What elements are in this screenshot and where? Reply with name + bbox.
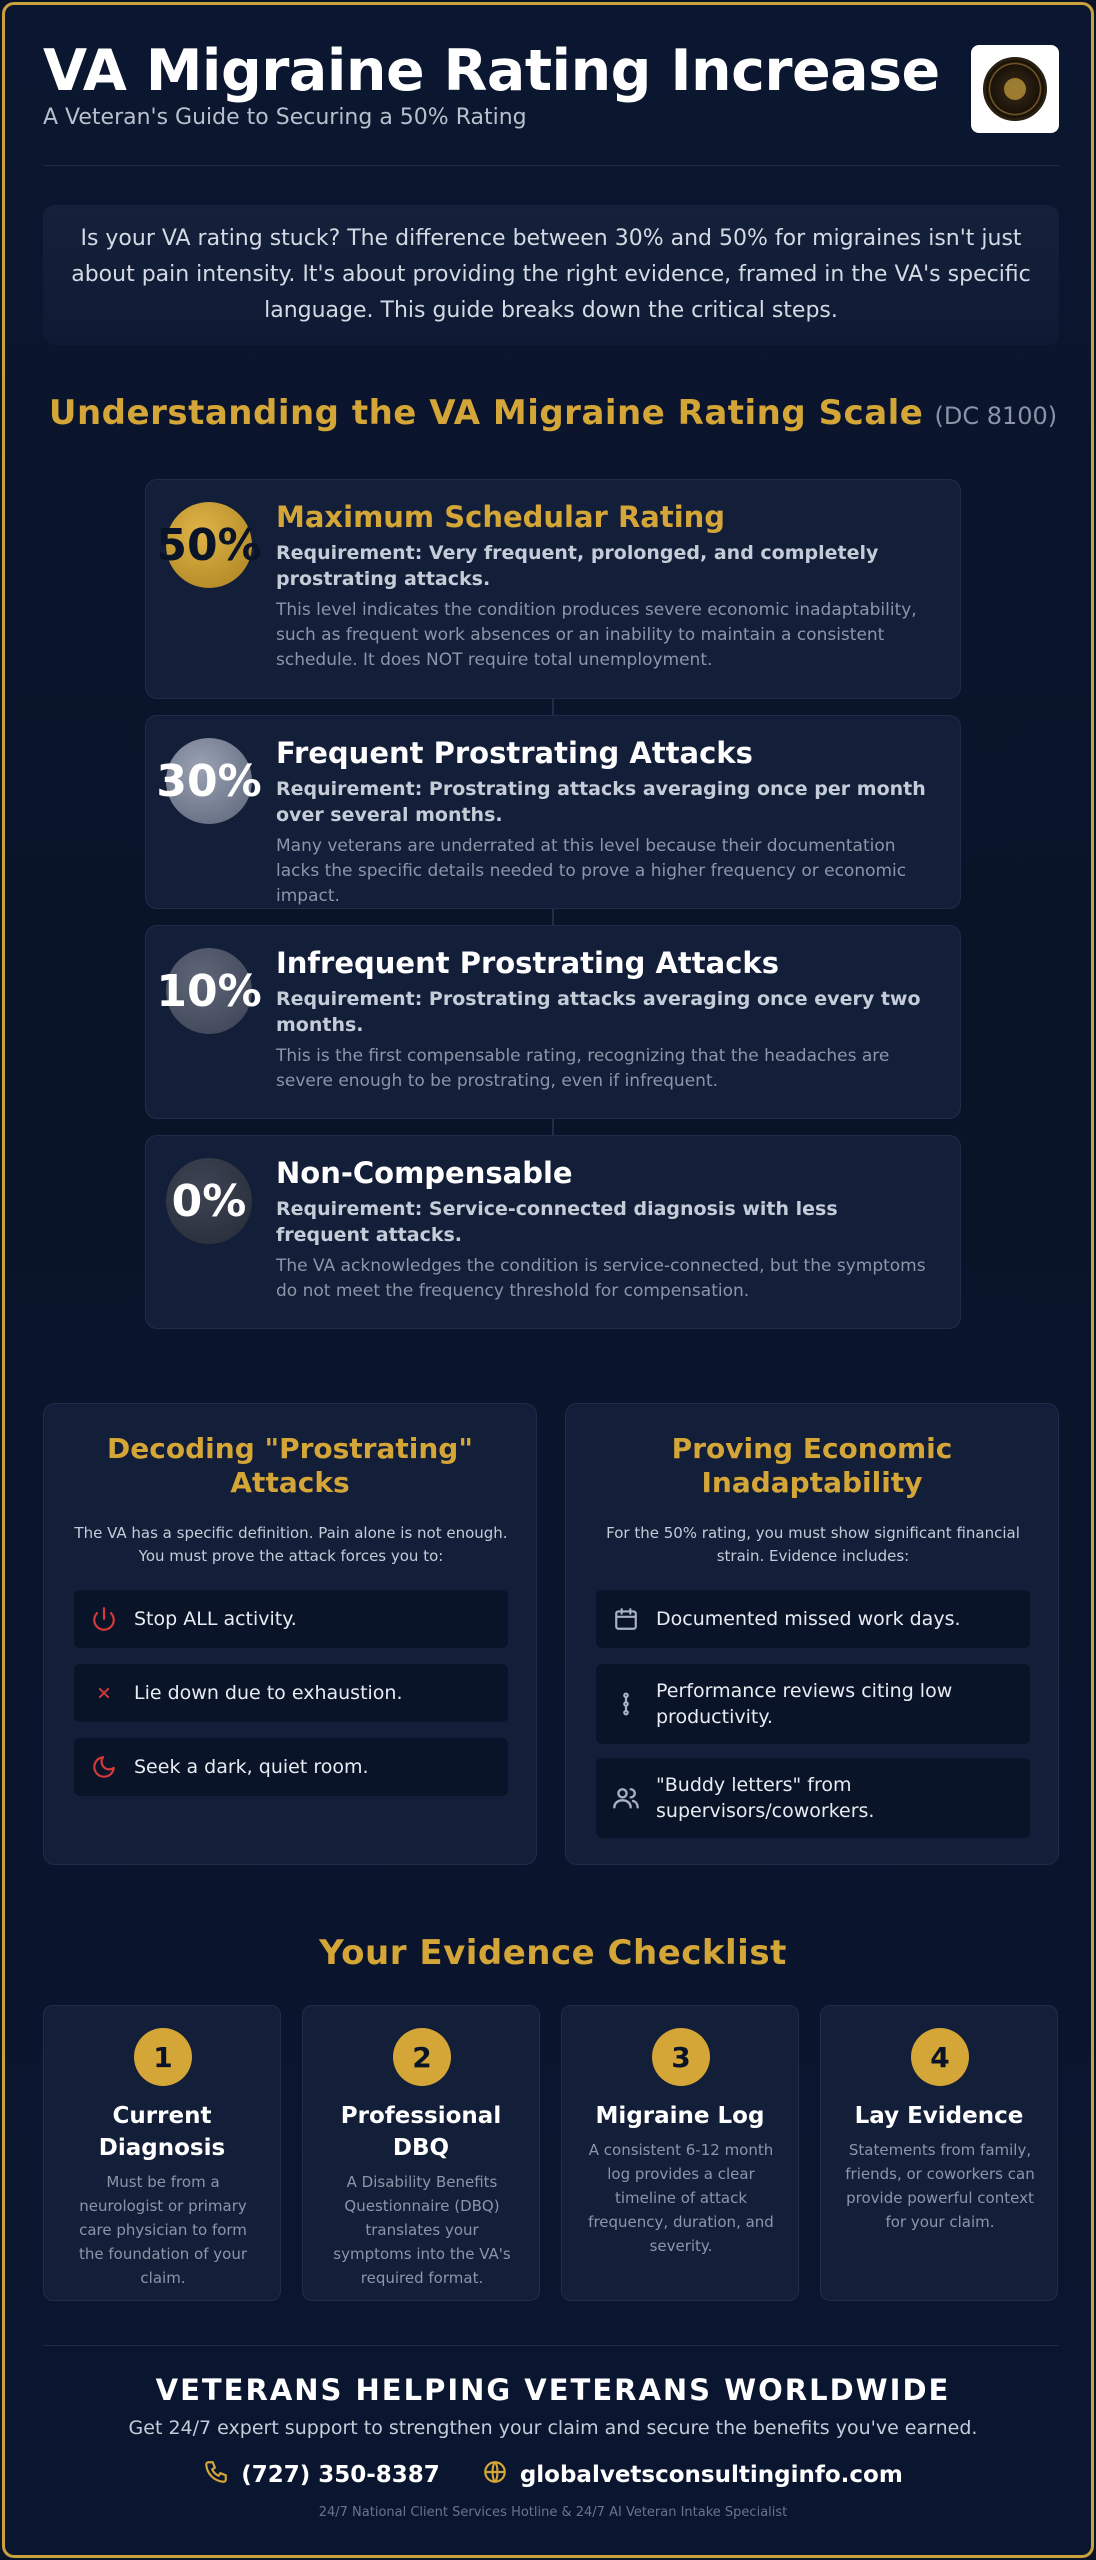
economic-item-text: Documented missed work days. <box>656 1608 961 1630</box>
step-title: Current Diagnosis <box>98 2103 226 2161</box>
tier-title: Frequent Prostrating Attacks <box>276 736 753 770</box>
logo <box>971 45 1059 133</box>
tier-badge: 10% <box>166 948 252 1034</box>
scale-heading-text: Understanding the VA Migraine Rating Scale <box>48 393 924 433</box>
checklist-step-3 <box>561 2005 799 2301</box>
page-frame <box>2 2 1094 2558</box>
step-number: 4 <box>911 2028 969 2086</box>
step-description: A Disability Benefits Questionnaire (DBQ) translates your symptoms into the VA's required format. <box>333 2173 511 2287</box>
tier-description: Many veterans are underrated at this level because their documentation lacks the specific details needed to prove a higher frequency or economic impact. <box>276 836 907 906</box>
economic-item <box>596 1758 1030 1838</box>
tier-connector <box>552 1119 554 1135</box>
economic-item-text: Performance reviews citing low productivity. <box>656 1680 953 1728</box>
checklist-step-4 <box>820 2005 1058 2301</box>
intro-text: Is your VA rating stuck? The difference between 30% and 50% for migraines isn't just about pain intensity. It's about providing the right evidence, framed in the VA's specific language. This guide breaks down the critical steps. <box>43 205 1059 345</box>
page-subtitle: A Veteran's Guide to Securing a 50% Rating <box>43 105 527 130</box>
step-title: Migraine Log <box>595 2103 765 2129</box>
economic-card <box>565 1403 1059 1865</box>
phone-icon <box>203 2459 229 2491</box>
prostrating-item <box>74 1664 508 1722</box>
tier-badge: 30% <box>166 738 252 824</box>
step-title: Lay Evidence <box>854 2103 1024 2129</box>
tier-title: Maximum Schedular Rating <box>276 500 726 534</box>
checklist-step-2 <box>302 2005 540 2301</box>
footer-contact <box>5 2459 1094 2491</box>
tier-card-50 <box>145 479 961 699</box>
website-url: globalvetsconsultinginfo.com <box>519 2462 903 2488</box>
users-icon <box>612 1784 640 1812</box>
step-description: A consistent 6-12 month log provides a clear timeline of attack frequency, duration, and severity. <box>588 2141 774 2255</box>
step-number: 2 <box>393 2028 451 2086</box>
checklist-heading: Your Evidence Checklist <box>319 1933 787 1973</box>
tier-description: The VA acknowledges the condition is service-connected, but the symptoms do not meet the frequency threshold for compensation. <box>276 1256 926 1301</box>
step-number: 1 <box>134 2028 192 2086</box>
x-icon <box>90 1679 118 1707</box>
step-number: 3 <box>652 2028 710 2086</box>
step-description: Must be from a neurologist or primary care physician to form the foundation of your claim. <box>78 2173 248 2287</box>
prostrating-item-text: Seek a dark, quiet room. <box>134 1756 369 1778</box>
header <box>43 39 1059 139</box>
scale-heading <box>5 393 1094 433</box>
tier-connector <box>552 909 554 925</box>
calendar-icon <box>612 1605 640 1633</box>
economic-item <box>596 1664 1030 1744</box>
diagnostic-code: (DC 8100) <box>934 402 1058 430</box>
prostrating-item-text: Lie down due to exhaustion. <box>134 1682 403 1704</box>
tier-requirement: Requirement: Prostrating attacks averaging once per month over several months. <box>276 778 926 826</box>
power-icon <box>90 1605 118 1633</box>
footer-note: 24/7 National Client Services Hotline & 24/7 AI Veteran Intake Specialist <box>318 2505 788 2520</box>
step-description: Statements from family, friends, or coworkers can provide powerful context for your claim. <box>845 2141 1035 2231</box>
phone-number: (727) 350-8387 <box>241 2462 440 2488</box>
tier-description: This is the first compensable rating, recognizing that the headaches are severe enough to be prostrating, even if infrequent. <box>276 1046 890 1091</box>
checklist-step-1 <box>43 2005 281 2301</box>
prostrating-item <box>74 1590 508 1648</box>
prostrating-card <box>43 1403 537 1865</box>
tier-card-30 <box>145 715 961 909</box>
phone-link[interactable] <box>203 2459 440 2491</box>
tier-card-10 <box>145 925 961 1119</box>
prostrating-title: Decoding "Prostrating" Attacks <box>107 1432 473 1499</box>
step-title: Professional DBQ <box>340 2103 502 2161</box>
tier-badge: 0% <box>166 1158 252 1244</box>
tier-description: This level indicates the condition produces severe economic inadaptability, such as frequent work absences or an inability to maintain a consistent schedule. It does NOT require total unemployment. <box>276 600 917 670</box>
tier-requirement: Requirement: Very frequent, prolonged, and completely prostrating attacks. <box>276 542 879 590</box>
tier-title: Infrequent Prostrating Attacks <box>276 946 779 980</box>
tier-requirement: Requirement: Prostrating attacks averaging once every two months. <box>276 988 921 1036</box>
tier-requirement: Requirement: Service-connected diagnosis with less frequent attacks. <box>276 1198 838 1246</box>
divider <box>43 2345 1059 2346</box>
footer-title: VETERANS HELPING VETERANS WORLDWIDE <box>155 2373 951 2407</box>
tier-connector <box>552 699 554 715</box>
economic-item-text: "Buddy letters" from supervisors/coworkers. <box>656 1774 875 1822</box>
globe-icon <box>482 2459 508 2491</box>
tier-badge: 50% <box>166 502 252 588</box>
website-link[interactable] <box>482 2459 903 2491</box>
divider <box>43 165 1059 166</box>
prostrating-subtitle: The VA has a specific definition. Pain alone is not enough. You must prove the attack forces you to: <box>74 1524 508 1565</box>
tier-card-0 <box>145 1135 961 1329</box>
chart-icon <box>612 1690 640 1718</box>
page-title: VA Migraine Rating Increase <box>43 38 940 104</box>
economic-item <box>596 1590 1030 1648</box>
footer-subtitle: Get 24/7 expert support to strengthen your claim and secure the benefits you've earned. <box>128 2417 978 2439</box>
moon-icon <box>90 1753 118 1781</box>
economic-subtitle: For the 50% rating, you must show significant financial strain. Evidence includes: <box>606 1524 1020 1565</box>
economic-title: Proving Economic Inadaptability <box>671 1432 953 1499</box>
prostrating-item <box>74 1738 508 1796</box>
eagle-seal-icon <box>983 57 1047 121</box>
prostrating-item-text: Stop ALL activity. <box>134 1608 297 1630</box>
tier-title: Non-Compensable <box>276 1156 573 1190</box>
